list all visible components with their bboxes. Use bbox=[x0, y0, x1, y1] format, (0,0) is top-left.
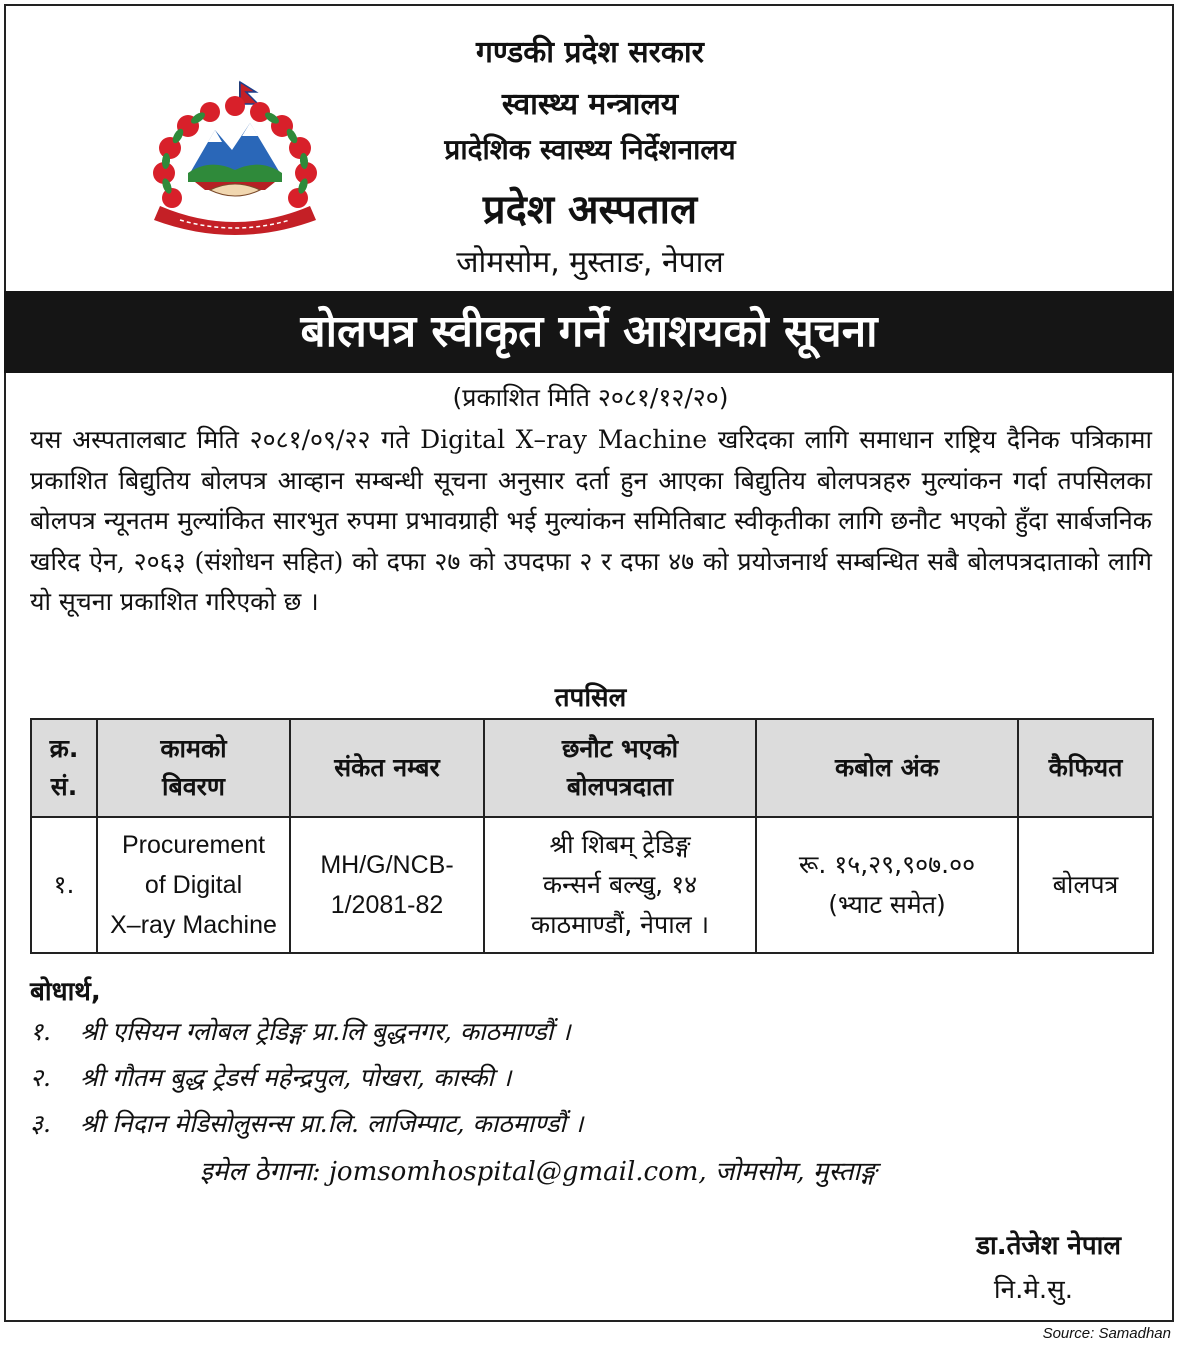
cc-item-text: श्री एसियन ग्लोबल ट्रेडिङ्ग प्रा.लि बुद्धनगर, काठमाण्डौं । bbox=[80, 1017, 571, 1046]
cell-work-line2: of Digital bbox=[144, 871, 243, 899]
nepal-emblem-icon bbox=[140, 78, 330, 238]
header-work-line1: कामको bbox=[160, 734, 227, 763]
header-sn-line2: सं. bbox=[50, 772, 78, 801]
source-credit: Source: Samadhan bbox=[1042, 1325, 1171, 1342]
cell-bidder-line1: श्री शिबम् ट्रेडिङ्ग bbox=[549, 830, 691, 859]
cc-list bbox=[30, 1012, 583, 1150]
cell-work bbox=[97, 817, 290, 953]
cell-code bbox=[290, 817, 484, 953]
cell-work-line3: X–ray Machine bbox=[110, 911, 277, 939]
cell-code-line2: 1/2081-82 bbox=[330, 891, 444, 919]
header-sn-line1: क्र. bbox=[49, 734, 79, 763]
hospital-address: जोमसोम, मुस्ताङ, नेपाल bbox=[456, 245, 724, 280]
header-amount: कबोल अंक bbox=[756, 719, 1018, 817]
cc-item-text: श्री गौतम बुद्ध ट्रेडर्स महेन्द्रपुल, पोखरा, कास्की । bbox=[80, 1063, 512, 1092]
govt-name: गण्डकी प्रदेश सरकार bbox=[476, 35, 704, 70]
cell-bidder-line2: कन्सर्न बल्खु, १४ bbox=[542, 870, 698, 899]
cc-item-text: श्री निदान मेडिसोलुसन्स प्रा.लि. लाजिम्पाट, काठमाण्डौं । bbox=[80, 1109, 584, 1138]
cc-item-number: ३. bbox=[30, 1109, 51, 1138]
directorate-name: प्रादेशिक स्वास्थ्य निर्देशनालय bbox=[444, 133, 736, 166]
cell-amount-line1: रू. १५,२९,९०७.०० bbox=[798, 850, 976, 879]
hospital-name: प्रदेश अस्पताल bbox=[482, 187, 698, 233]
table-header-row bbox=[31, 719, 1153, 817]
table-caption: तपसिल bbox=[554, 683, 627, 713]
cell-amount bbox=[756, 817, 1018, 953]
cell-sn: १. bbox=[31, 817, 97, 953]
cell-bidder bbox=[484, 817, 756, 953]
header-code: संकेत नम्बर bbox=[290, 719, 484, 817]
table-row bbox=[31, 817, 1153, 953]
header-work bbox=[97, 719, 290, 817]
list-item bbox=[30, 1058, 583, 1104]
signer-designation: नि.मे.सु. bbox=[993, 1275, 1073, 1305]
notice-title-banner: बोलपत्र स्वीकृत गर्ने आशयको सूचना bbox=[4, 291, 1174, 373]
bid-table bbox=[30, 718, 1154, 954]
cell-code-line1: MH/G/NCB- bbox=[320, 851, 454, 879]
cell-remarks: बोलपत्र bbox=[1018, 817, 1153, 953]
list-item bbox=[30, 1104, 583, 1150]
cc-item-number: २. bbox=[30, 1063, 51, 1092]
cell-work-line1: Procurement bbox=[121, 831, 266, 859]
header-remarks: कैफियत bbox=[1018, 719, 1153, 817]
notice-body: यस अस्पतालबाट मिति २०८१/०९/२२ गते Digital X–ray Machine खरिदका लागि समाधान राष्ट्रिय दैनिक पत्रिकामा प्रकाशित बिद्युतिय बोलपत्र आव्हान सम्बन्धी सूचना अनुसार दर्ता हुन आएका बिद्युतिय बोलपत्रहरु मुल्यांकन गर्दा तपसिलका बोलपत्र न्यूनतम मुल्यांकित सारभुत रुपमा प्रभावग्राही भई मुल्यांकन समितिबाट स्वीकृतीका लागि छनौट भएको हुँदा सार्बजनिक खरिद ऐन, २०६३ (संशोधन सहित) को दफा २७ को उपदफा २ र दफा ४७ को प्रयोजनार्थ सम्बन्धित सबै बोलपत्रदाताको लागि यो सूचना प्रकाशित गरिएको छ । bbox=[30, 425, 1152, 616]
ministry-name: स्वास्थ्य मन्त्रालय bbox=[501, 87, 679, 122]
published-date: (प्रकाशित मिति २०८१/१२/२०) bbox=[452, 383, 729, 412]
cell-amount-line2: (भ्याट समेत) bbox=[828, 890, 946, 919]
header-work-line2: बिवरण bbox=[162, 772, 225, 801]
header-bidder-line1: छनौट भएको bbox=[561, 734, 679, 763]
email-address-line: इमेल ठेगाना: jomsomhospital@gmail.com, जोमसोम, मुस्ताङ्ग bbox=[200, 1157, 877, 1187]
cc-label: बोधार्थ, bbox=[30, 977, 101, 1007]
list-item bbox=[30, 1012, 583, 1058]
cc-item-number: १. bbox=[30, 1017, 51, 1046]
header-bidder-line2: बोलपत्रदाता bbox=[566, 772, 674, 801]
header-sn bbox=[31, 719, 97, 817]
signer-name: डा.तेजेश नेपाल bbox=[976, 1231, 1121, 1261]
header-bidder bbox=[484, 719, 756, 817]
cell-bidder-line3: काठमाण्डौं, नेपाल । bbox=[530, 910, 710, 939]
